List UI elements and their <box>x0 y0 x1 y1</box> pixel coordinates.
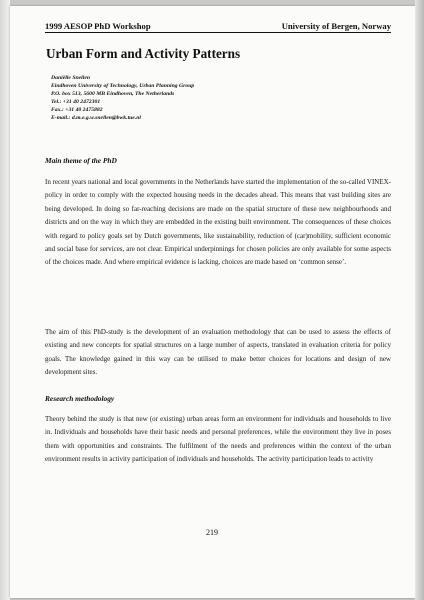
author-affiliation: Eindhoven University of Technology, Urban Planning Group <box>51 83 195 90</box>
scan-edge <box>0 0 10 600</box>
paragraph-3: Theory behind the study is that new (or existing) urban areas form an environment for individuals and households to live in. Individuals and households have their basic needs and personal preferences, while the environment they live in poses them with opportunities and constraints. The fulfilment of the needs and preferences within the context of the urban environment results in activity participation of individuals and households. The activity participation leads to activity <box>45 415 391 464</box>
header-right: University of Bergen, Norway <box>281 21 391 31</box>
author-fax: Fax.: +31 40 2475882 <box>51 107 103 114</box>
section-heading-research-methodology: Research methodology <box>45 394 115 403</box>
paragraph-2: The aim of this PhD-study is the development of an evaluation methodology that can be used to assess the effects of existing and new concepts for spatial structures on a large number of aspects, translated in evaluation criteria for policy goals. The knowledge gained in this way can be utilised to make better choices for locations and design of new development sites. <box>45 328 391 377</box>
scan-shadow <box>415 0 424 600</box>
author-name: Daniëlle Snellen <box>51 75 91 81</box>
paper-title: Urban Form and Activity Patterns <box>46 46 241 61</box>
author-email: E-mail.: d.m.e.g.w.snellen@bwk.tue.nl <box>51 115 141 122</box>
page-number: 219 <box>206 528 218 537</box>
header-left: 1999 AESOP PhD Workshop <box>45 21 151 31</box>
section-heading-main-theme: Main theme of the PhD <box>45 156 117 165</box>
author-block <box>51 74 194 123</box>
paragraph-1: In recent years national and local governments in the Netherlands have started the implementation of the so-called VINEX-policy in order to comply with the expected housing needs in the decades ahead. This means that vast building sites are being developed. In doing so far-reaching decisions are made on the spatial structure of these new neighbourhoods and districts and on the way in which they are embedded in the existing built environment. The consequences of these choices with regard to policy goals set by Dutch governments, like sustainability, reduction of (car)mobility, sufficient economic and social base for services, are not clear. Empirical underpinnings for chosen policies are only available for some aspects of the choices made. And where empirical evidence is lacking, choices are made based on ‘common sense’. <box>45 178 391 267</box>
author-tel: Tel.: +31 40 2472301 <box>51 99 101 106</box>
running-header <box>45 21 391 33</box>
author-address: P.O. box 513, 5600 MB Eindhoven, The Netherlands <box>51 91 175 98</box>
